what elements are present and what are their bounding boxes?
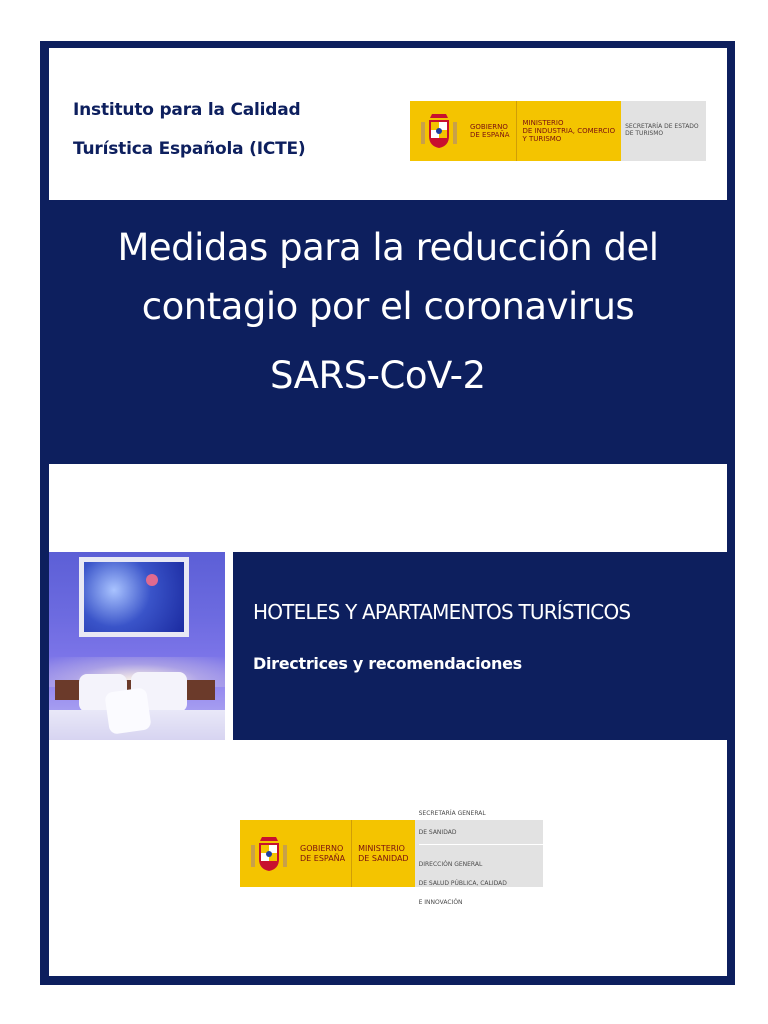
folded-towel <box>104 687 151 734</box>
logo-separator <box>351 820 352 887</box>
logo-yellow-block <box>410 101 621 161</box>
ministry-tourism-logo <box>410 101 706 161</box>
wall-artwork <box>79 557 189 637</box>
institute-name-line1: Instituto para la Calidad <box>73 100 301 120</box>
logo-grey-block <box>415 809 543 906</box>
section-subheading: Directrices y recomendaciones <box>253 654 522 673</box>
logo-separator <box>516 101 517 161</box>
logo-gov-text: GOBIERNO DE ESPAÑA <box>470 122 510 139</box>
logo-yellow-block <box>240 820 415 887</box>
hotel-bed-photo <box>49 552 225 740</box>
logo-gov-text: GOBIERNO DE ESPAÑA <box>300 844 346 863</box>
institute-name-line2: Turística Española (ICTE) <box>73 139 306 159</box>
logo-grey-block <box>621 101 706 161</box>
photo-divider <box>225 552 233 740</box>
ministry-health-logo <box>240 809 543 906</box>
document-title-line3: SARS-CoV-2 <box>270 354 486 397</box>
logo-ministry-text: MINISTERIO DE INDUSTRIA, COMERCIO Y TURISMO <box>522 118 616 144</box>
document-title-line2: contagio por el coronavirus <box>141 285 635 328</box>
document-title-line1: Medidas para la reducción del <box>117 226 659 269</box>
spain-coat-of-arms-icon <box>418 110 460 152</box>
logo-secretary-text: SECRETARÍA GENERAL DE SANIDAD <box>418 809 486 836</box>
logo-directorate-text: DIRECCIÓN GENERAL DE SALUD PÚBLICA, CALIDAD E INNOVACIÓN <box>418 860 507 906</box>
logo-secretary-text: SECRETARÍA DE ESTADO DE TURISMO <box>625 123 699 137</box>
logo-ministry-text: MINISTERIO DE SANIDAD <box>358 844 409 863</box>
section-heading: HOTELES Y APARTAMENTOS TURÍSTICOS <box>253 600 631 624</box>
spacer-panel <box>49 464 727 552</box>
spain-coat-of-arms-icon <box>248 833 290 875</box>
